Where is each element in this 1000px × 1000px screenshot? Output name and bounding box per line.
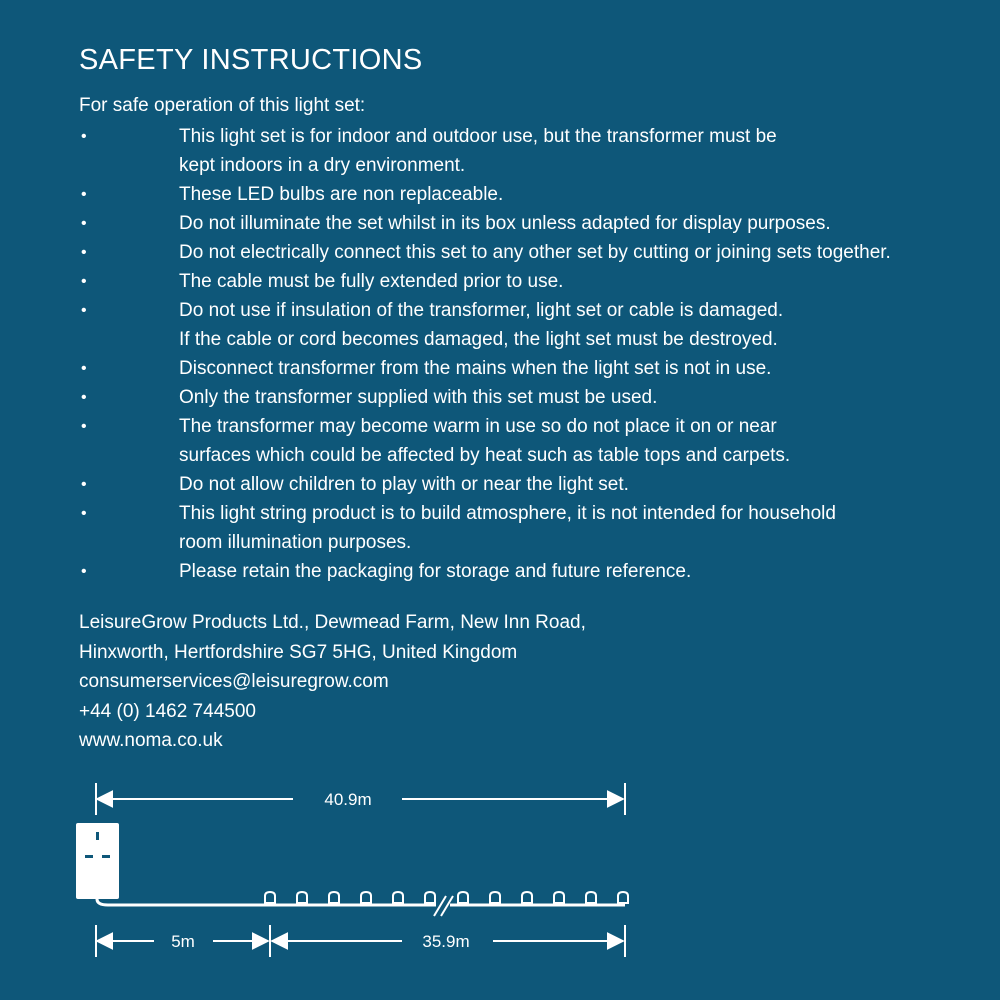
- contact-phone: +44 (0) 1462 744500: [79, 700, 256, 722]
- bullet-icon: •: [81, 244, 87, 261]
- city-country-line: Hinxworth, Hertfordshire SG7 5HG, United Kingdom: [79, 641, 518, 663]
- instruction-text: Do not illuminate the set whilst in its box unless adapted for display purposes.: [179, 213, 831, 234]
- led-bulb-icon: [554, 892, 564, 903]
- instruction-continuation: surfaces which could be affected by heat such as table tops and carpets.: [179, 445, 791, 466]
- instruction-text: Only the transformer supplied with this set must be used.: [179, 387, 658, 408]
- led-bulb-icon: [586, 892, 596, 903]
- plug-pin-left: [85, 855, 93, 858]
- led-bulb-icon: [329, 892, 339, 903]
- instruction-text: Do not electrically connect this set to any other set by cutting or joining sets together.: [179, 242, 891, 263]
- page-title: SAFETY INSTRUCTIONS: [79, 44, 423, 76]
- led-bulb-icon: [490, 892, 500, 903]
- bullet-icon: •: [81, 273, 87, 290]
- instruction-text: Do not use if insulation of the transformer, light set or cable is damaged.: [179, 300, 784, 321]
- lit-length-dimension: [272, 925, 625, 957]
- bullet-icon: •: [81, 418, 87, 435]
- instruction-continuation: kept indoors in a dry environment.: [179, 155, 466, 176]
- transformer-icon: [76, 823, 119, 899]
- lead-length-dimension: [96, 925, 270, 957]
- instruction-text: This light set is for indoor and outdoor use, but the transformer must be: [179, 126, 777, 147]
- contact-email: consumerservices@leisuregrow.com: [79, 671, 389, 692]
- instruction-text: These LED bulbs are non replaceable.: [179, 184, 504, 205]
- website: www.noma.co.uk: [79, 730, 223, 751]
- instruction-text: Please retain the packaging for storage and future reference.: [179, 561, 692, 582]
- bullet-icon: •: [81, 302, 87, 319]
- company-address-line: LeisureGrow Products Ltd., Dewmead Farm, New Inn Road,: [79, 612, 586, 633]
- instruction-text: Do not allow children to play with or near the light set.: [179, 474, 629, 495]
- lit-length-label: 35.9m: [422, 932, 470, 951]
- led-bulb-icon: [361, 892, 371, 903]
- bullet-icon: •: [81, 360, 87, 377]
- bullet-icon: •: [81, 505, 87, 522]
- instruction-continuation: If the cable or cord becomes damaged, the light set must be destroyed.: [179, 329, 778, 350]
- led-bulbs: [265, 892, 628, 903]
- plug-pin-right: [102, 855, 110, 858]
- total-length-label: 40.9m: [324, 790, 372, 809]
- led-bulb-icon: [618, 892, 628, 903]
- led-bulb-icon: [297, 892, 307, 903]
- led-bulb-icon: [458, 892, 468, 903]
- instruction-text: The transformer may become warm in use so do not place it on or near: [179, 416, 777, 437]
- bullet-icon: •: [81, 186, 87, 203]
- intro-text: For safe operation of this light set:: [79, 95, 366, 116]
- total-length-dimension: [96, 783, 625, 815]
- bullet-icon: •: [81, 389, 87, 406]
- plug-pin-top: [96, 832, 99, 840]
- instruction-continuation: room illumination purposes.: [179, 532, 412, 553]
- bullet-icon: •: [81, 215, 87, 232]
- bullet-icon: •: [81, 563, 87, 580]
- led-bulb-icon: [265, 892, 275, 903]
- instruction-text: This light string product is to build atmosphere, it is not intended for household: [179, 503, 836, 524]
- led-bulb-icon: [522, 892, 532, 903]
- lead-length-label: 5m: [171, 932, 195, 951]
- instruction-text: The cable must be fully extended prior to use.: [179, 271, 564, 292]
- bullet-icon: •: [81, 476, 87, 493]
- instruction-text: Disconnect transformer from the mains when the light set is not in use.: [179, 358, 772, 379]
- bullet-icon: •: [81, 128, 87, 145]
- led-bulb-icon: [425, 892, 435, 903]
- led-bulb-icon: [393, 892, 403, 903]
